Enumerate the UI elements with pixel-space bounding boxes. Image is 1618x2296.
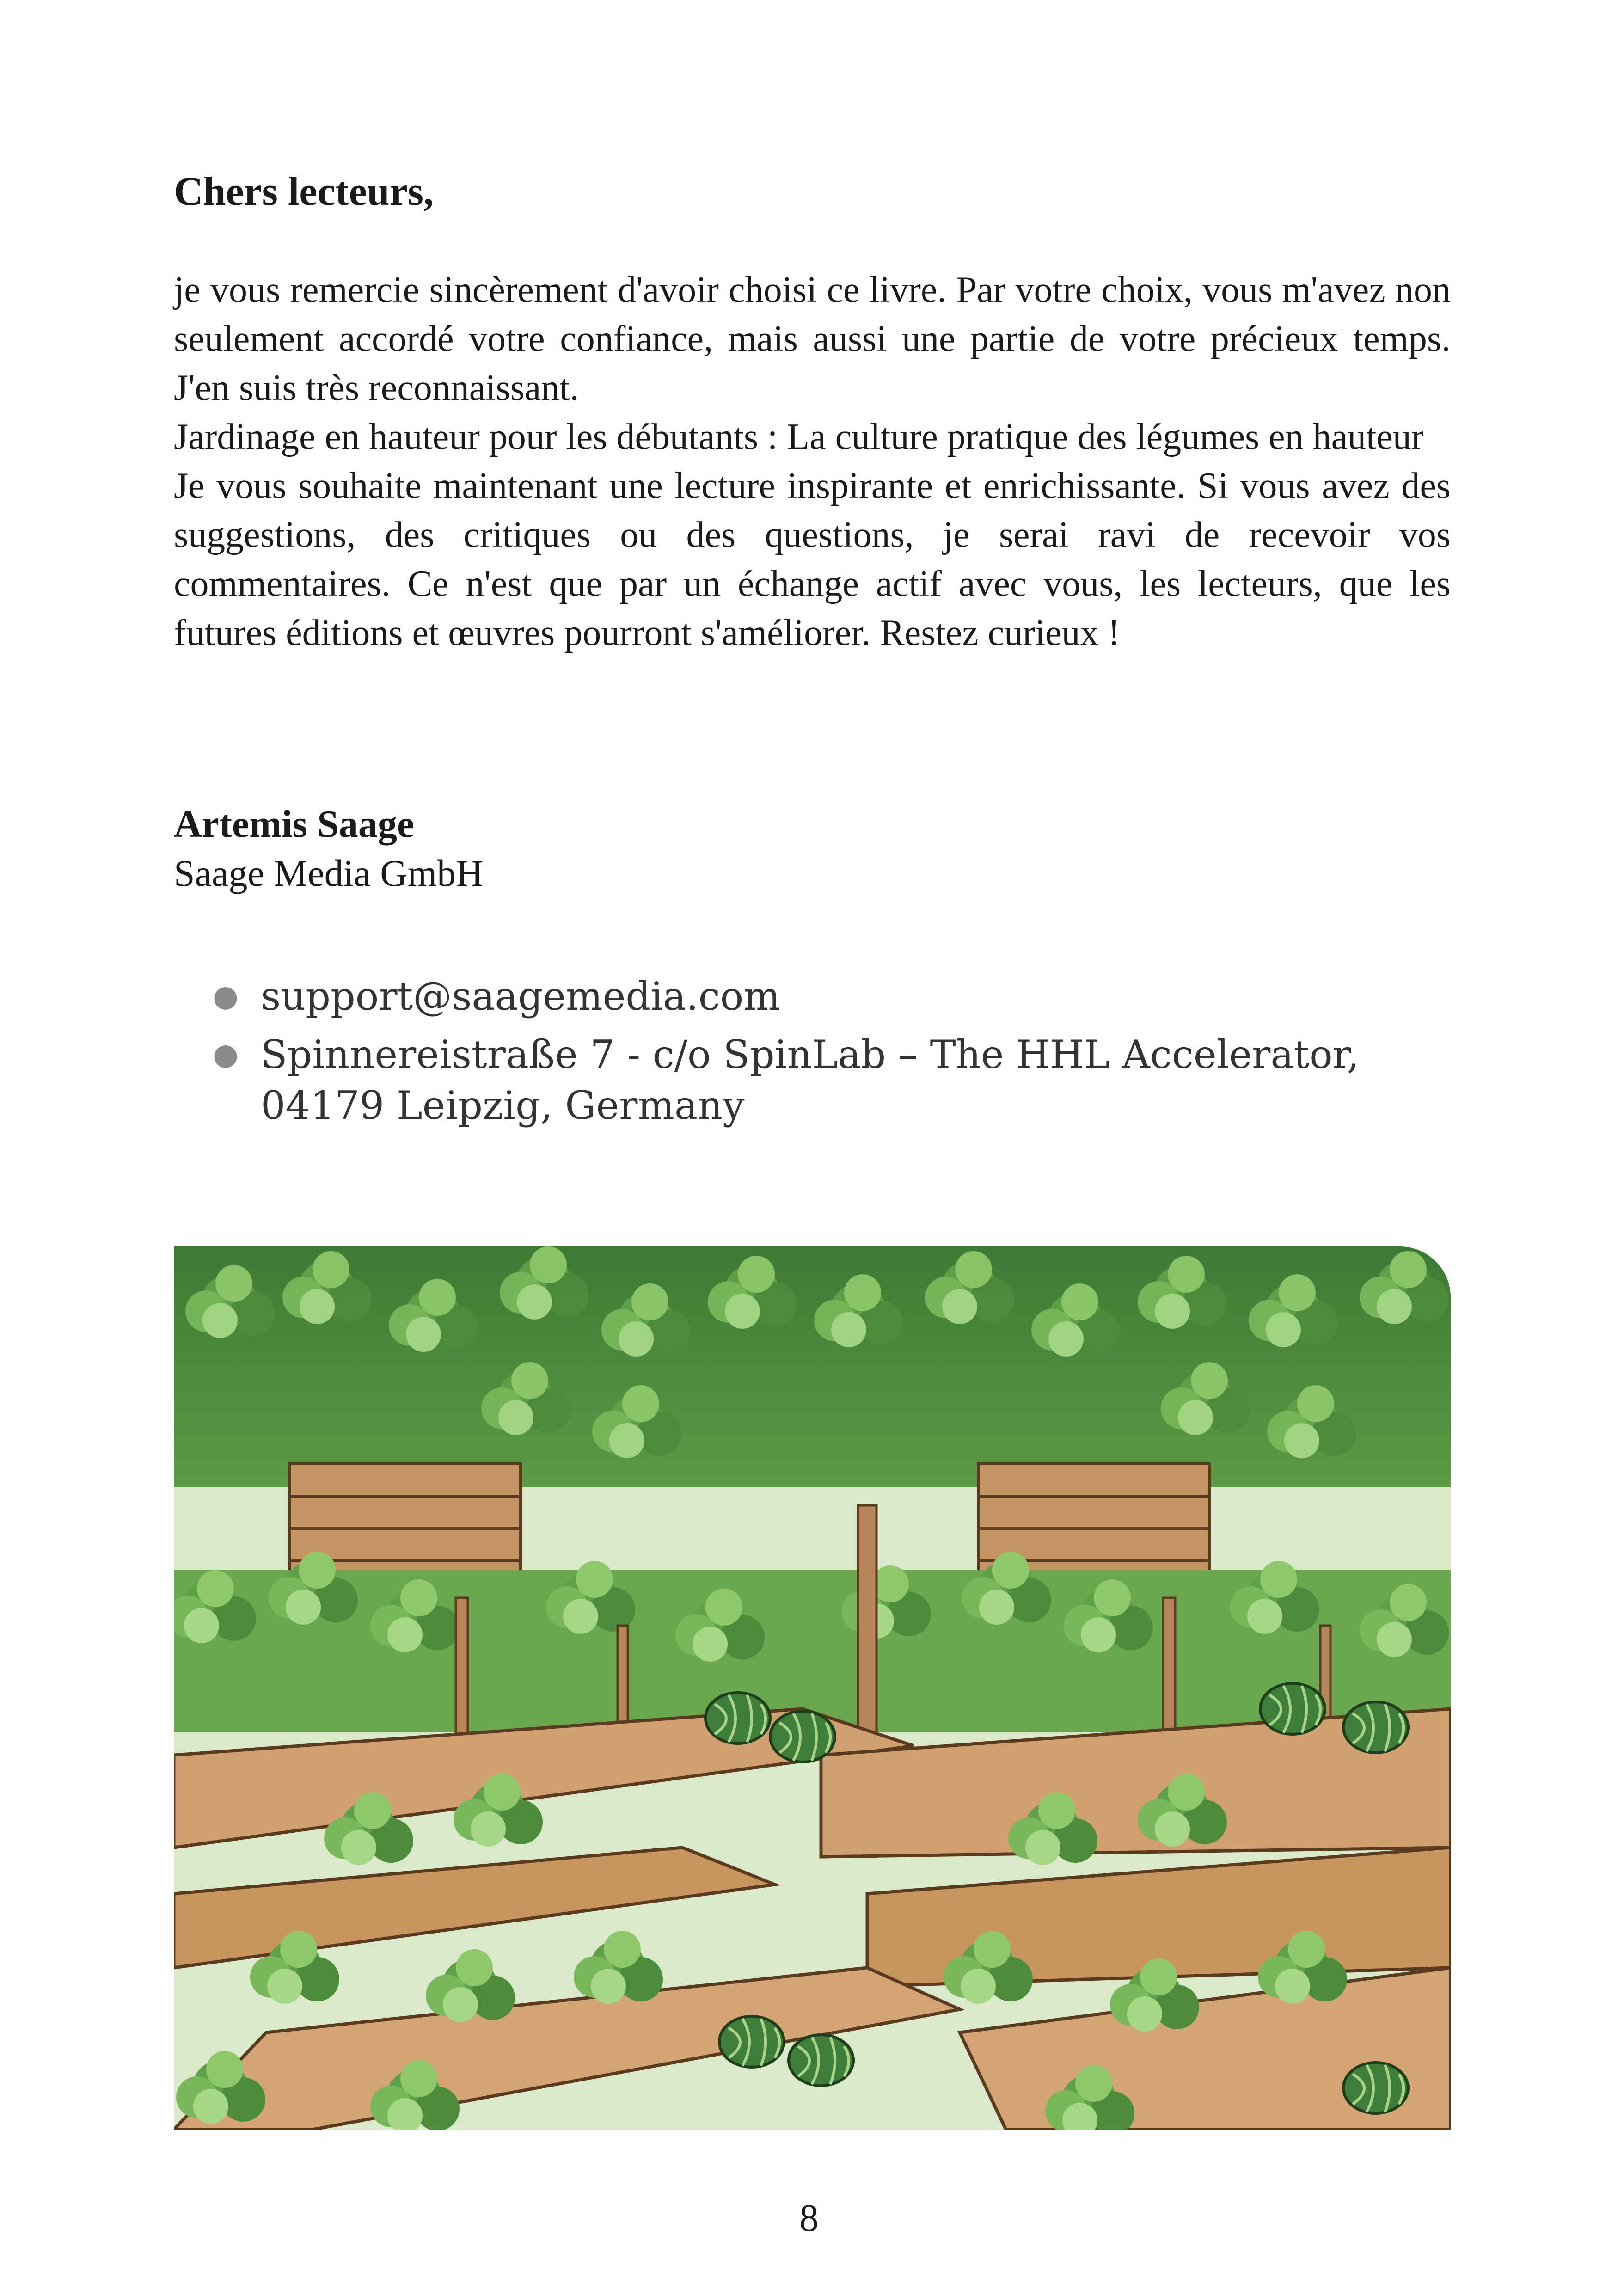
letter-greeting: Chers lecteurs, [174,169,434,214]
contact-list [213,971,1359,1138]
bullet-icon: ● [213,1037,239,1072]
contact-email-item [213,971,1359,1022]
letter-paragraph-wishes: Je vous souhaite maintenant une lecture inspirante et enrichissante. Si vous avez des suggestions, des critiques ou des questions, je serai ravi de recevoir vos commentaires. Ce n'est que par un échange actif avec vous, les lecteurs, que les futures éditions et œuvres pourront s'améliorer. Restez curieux ! [174,466,1451,653]
letter-paragraph-thanks: je vous remercie sincèrement d'avoir choisi ce livre. Par votre choix, vous m'avez non seulement accordé votre confiance, mais aussi une partie de votre précieux temps. J'en suis très reconnaissant. [174,270,1451,408]
contact-email[interactable]: support@saagemedia.com [261,974,781,1019]
contact-address-item [213,1029,1359,1131]
author-name: Artemis Saage [174,803,415,846]
book-title-line: Jardinage en hauteur pour les débutants : La culture pratique des légumes en hauteur [174,417,1424,457]
company-name: Saage Media GmbH [174,852,484,894]
contact-address-line2: 04179 Leipzig, Germany [261,1083,745,1128]
page-number: 8 [799,2197,819,2240]
bullet-icon: ● [213,979,239,1013]
letter-body [174,265,1451,657]
contact-address-line1: Spinnereistraße 7 - c/o SpinLab – The HHL Accelerator, [261,1032,1360,1077]
raised-garden-beds-illustration [174,1246,1451,2130]
